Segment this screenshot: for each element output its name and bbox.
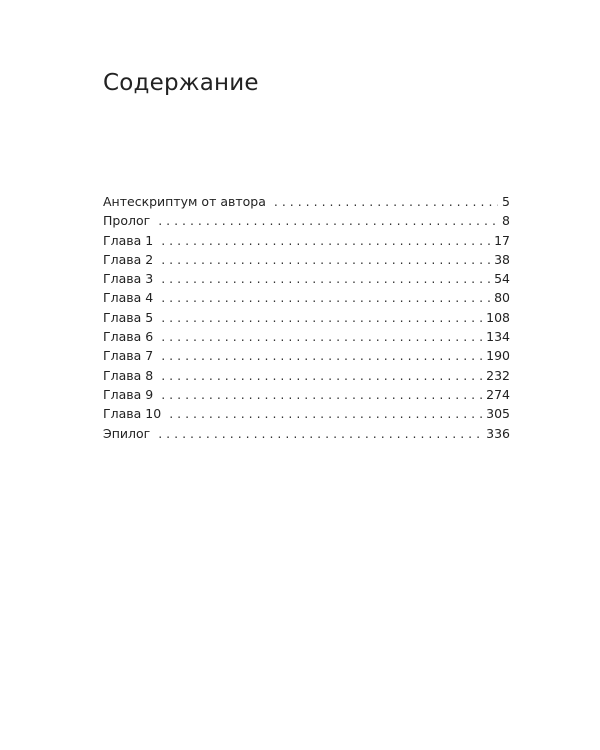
toc-entry-title: Глава 7 (103, 348, 154, 364)
dot-leader (158, 424, 484, 443)
toc-entry-page: 38 (494, 251, 510, 267)
toc-entry-title: Антескриптум от автора (103, 194, 266, 209)
toc-entry-chapter-5[interactable] (103, 308, 510, 327)
toc-entry-title: Глава 3 (103, 271, 154, 287)
toc-entry-chapter-8[interactable] (103, 366, 510, 385)
dot-leader (161, 231, 492, 250)
toc-entry-page: 54 (494, 271, 510, 287)
dot-leader (161, 346, 484, 365)
toc-entry-chapter-2[interactable] (103, 250, 510, 269)
toc-entry-title: Глава 9 (103, 386, 154, 402)
toc-entry-title: Глава 10 (103, 406, 162, 422)
dot-leader (161, 250, 492, 269)
toc-entry-prologue[interactable] (103, 211, 510, 230)
toc-entry-page: 336 (486, 425, 510, 441)
toc-entry-page: 134 (486, 329, 510, 345)
dot-leader (161, 366, 484, 385)
toc-entry-title: Глава 2 (103, 251, 154, 267)
dot-leader (274, 192, 498, 211)
dot-leader (169, 404, 484, 423)
dot-leader (161, 327, 484, 346)
toc-entry-chapter-4[interactable] (103, 288, 510, 307)
toc-entry-title: Эпилог (103, 425, 151, 441)
dot-leader (161, 269, 492, 288)
toc-entry-epilogue[interactable] (103, 424, 510, 443)
toc-entry-title: Глава 1 (103, 232, 154, 248)
dot-leader (161, 288, 492, 307)
toc-entry-title: Глава 8 (103, 367, 154, 383)
toc-entry-page: 190 (486, 348, 510, 364)
dot-leader (158, 211, 498, 230)
toc-entry-title: Глава 5 (103, 309, 154, 325)
toc-entry-page: 80 (494, 290, 510, 306)
toc-entry-chapter-10[interactable] (103, 404, 510, 423)
toc-entry-chapter-6[interactable] (103, 327, 510, 346)
toc-entry-page: 17 (494, 232, 510, 248)
page-title: Содержание (103, 70, 259, 96)
toc-entry-page: 274 (486, 386, 510, 402)
toc-entry-page: 8 (502, 213, 510, 229)
toc-entry-title: Глава 6 (103, 329, 154, 345)
toc-entry-page: 5 (502, 194, 510, 209)
toc-entry-chapter-7[interactable] (103, 346, 510, 365)
toc-entry-title: Пролог (103, 213, 151, 229)
dot-leader (161, 385, 484, 404)
table-of-contents (103, 192, 510, 443)
toc-entry-foreword[interactable] (103, 192, 510, 211)
toc-entry-page: 108 (486, 309, 510, 325)
toc-entry-title: Глава 4 (103, 290, 154, 306)
toc-entry-chapter-9[interactable] (103, 385, 510, 404)
dot-leader (161, 308, 484, 327)
toc-entry-chapter-3[interactable] (103, 269, 510, 288)
toc-entry-page: 305 (486, 406, 510, 422)
toc-entry-chapter-1[interactable] (103, 231, 510, 250)
toc-entry-page: 232 (486, 367, 510, 383)
